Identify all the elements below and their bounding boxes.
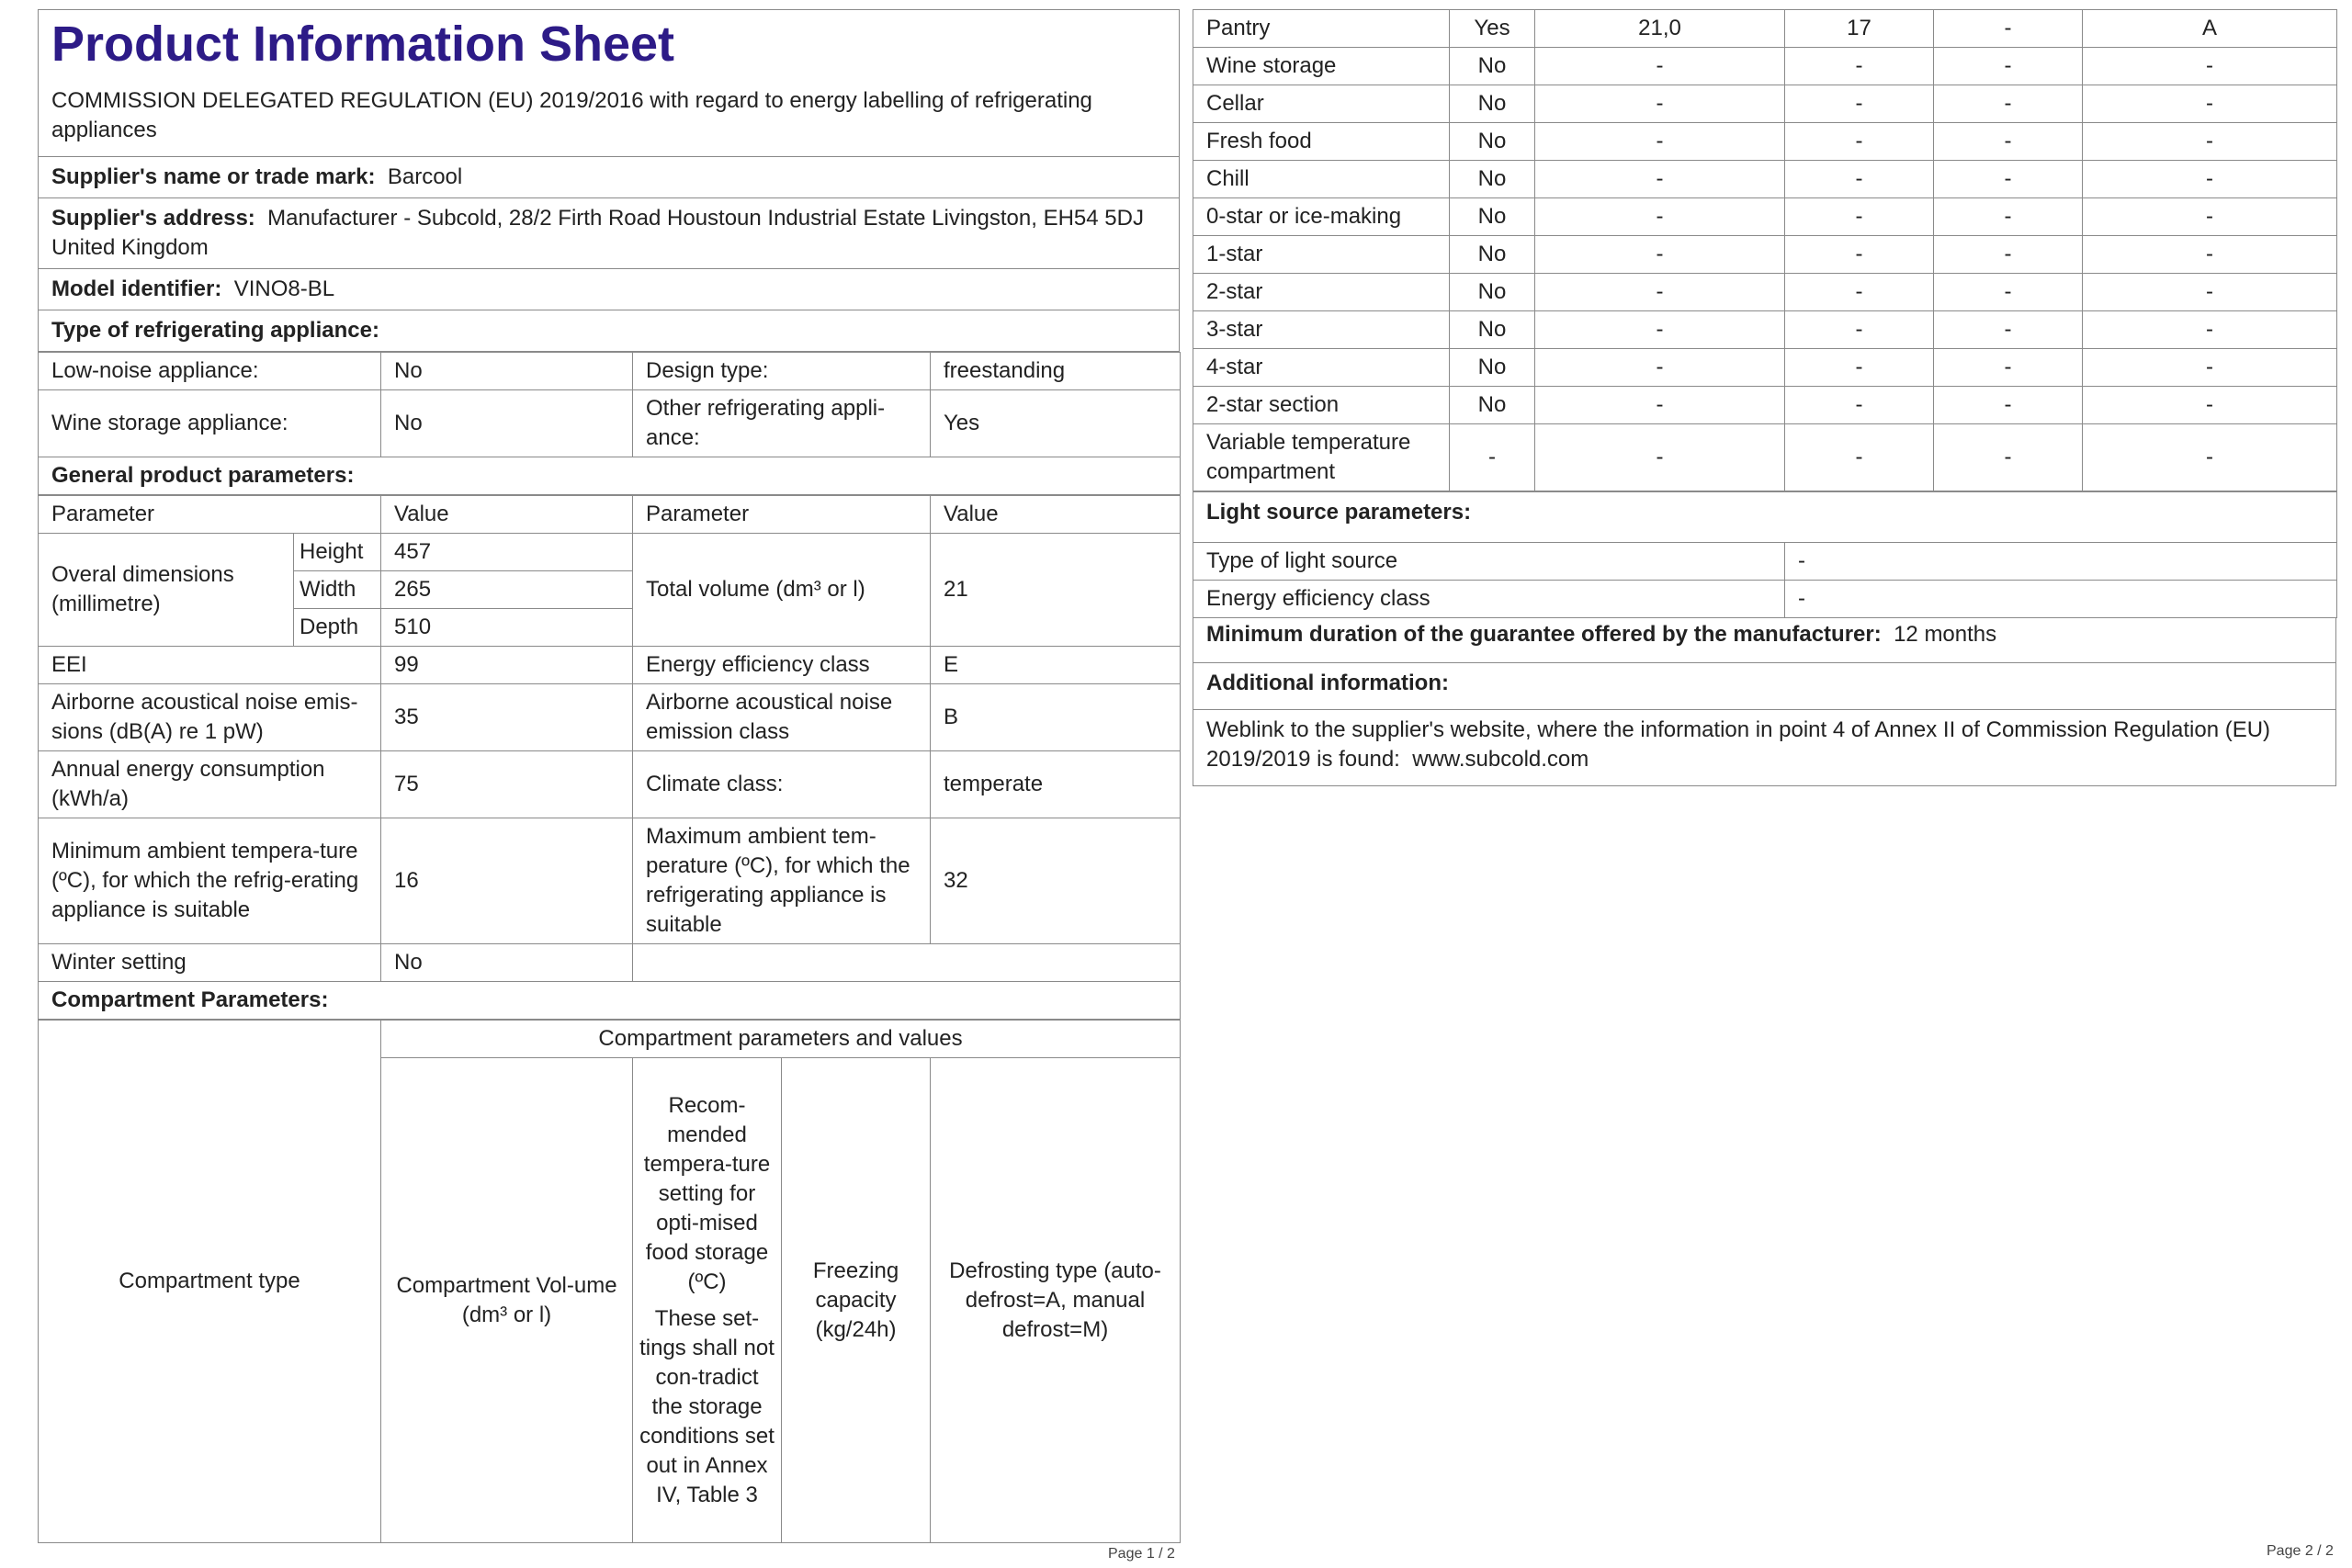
info-box <box>1193 618 2336 786</box>
empty-cell <box>633 944 1181 982</box>
compartment-volume-cell: - <box>1535 311 1785 349</box>
col-compartment-type: Compartment type <box>39 1021 381 1543</box>
supplier-address-value: Manufacturer - Subcold, 28/2 Firth Road Houstoun Industrial Estate Livingston, EH54 5DJ United Kingdom <box>51 206 1144 261</box>
light-source-heading: Light source parameters: <box>1193 492 2337 543</box>
col-parameter-2: Parameter <box>633 496 931 534</box>
light-source-table <box>1193 491 2337 618</box>
compartment-defrost-cell: - <box>2083 387 2337 424</box>
compartment-temp-cell: - <box>1785 85 1934 123</box>
table-row <box>1193 85 2337 123</box>
table-row <box>39 982 1181 1020</box>
additional-info-heading: Additional information: <box>1193 663 2335 710</box>
compartment-temp-cell: - <box>1785 198 1934 236</box>
table-row <box>39 353 1181 390</box>
noise-emissions-value: 35 <box>381 684 633 751</box>
weblink-description: Weblink to the supplier's website, where the information in point 4 of Annex II of Commission Regulation (EU) 2019/2019 is found: <box>1206 717 2271 772</box>
compartment-freezing-cell: - <box>1934 85 2083 123</box>
table-row <box>1193 581 2337 618</box>
col-defrosting-type: Defrosting type (auto-defrost=A, manual defrost=M) <box>931 1058 1181 1543</box>
compartment-volume-cell: - <box>1535 387 1785 424</box>
compartment-freezing-cell: - <box>1934 387 2083 424</box>
guarantee-row <box>1193 618 2335 663</box>
compartment-present-cell: No <box>1450 236 1535 274</box>
compartment-freezing-cell: - <box>1934 161 2083 198</box>
width-label: Width <box>294 571 381 609</box>
col-freezing-capacity: Freezing capacity (kg/24h) <box>782 1058 931 1543</box>
compartment-defrost-cell: - <box>2083 123 2337 161</box>
other-refrigerating-value: Yes <box>931 390 1181 457</box>
compartment-temp-cell: - <box>1785 236 1934 274</box>
supplier-address-label: Supplier's address: <box>51 206 255 231</box>
col-recommended-temp-a: Recom-mended tempera-ture setting for opti-mised food storage (ºC) <box>643 1092 771 1294</box>
compartment-temp-cell: - <box>1785 424 1934 491</box>
compartment-volume-cell: - <box>1535 85 1785 123</box>
table-row <box>39 647 1181 684</box>
table-row <box>1193 424 2337 491</box>
compartment-defrost-cell: - <box>2083 85 2337 123</box>
table-row <box>39 751 1181 818</box>
depth-value: 510 <box>381 609 633 647</box>
col-value-2: Value <box>931 496 1181 534</box>
table-row <box>1193 311 2337 349</box>
noise-class-value: B <box>931 684 1181 751</box>
climate-class-value: temperate <box>931 751 1181 818</box>
noise-emissions-label: Airborne acoustical noise emis-sions (dB(A) re 1 pW) <box>39 684 381 751</box>
compartment-defrost-cell: - <box>2083 349 2337 387</box>
compartment-volume-cell: - <box>1535 198 1785 236</box>
compartment-defrost-cell: A <box>2083 10 2337 48</box>
compartment-freezing-cell: - <box>1934 48 2083 85</box>
page-title: Product Information Sheet <box>51 17 675 72</box>
compartment-volume-cell: - <box>1535 424 1785 491</box>
guarantee-value: 12 months <box>1894 622 1997 647</box>
compartment-present-cell: No <box>1450 311 1535 349</box>
page-1 <box>38 9 1180 1543</box>
compartment-type-cell: Fresh food <box>1193 123 1450 161</box>
table-row <box>1193 349 2337 387</box>
compartment-temp-cell: - <box>1785 48 1934 85</box>
compartment-values-table <box>1193 9 2337 491</box>
supplier-name-row <box>39 157 1179 198</box>
general-params-heading: General product parameters: <box>39 457 1181 495</box>
compartment-type-cell: 3-star <box>1193 311 1450 349</box>
general-params-table <box>38 495 1181 1020</box>
compartment-type-cell: 2-star section <box>1193 387 1450 424</box>
compartment-freezing-cell: - <box>1934 198 2083 236</box>
compartment-present-cell: No <box>1450 123 1535 161</box>
table-row <box>39 944 1181 982</box>
table-row <box>1193 236 2337 274</box>
col-recommended-temp <box>633 1058 782 1543</box>
compartment-temp-cell: - <box>1785 123 1934 161</box>
compartment-freezing-cell: - <box>1934 349 2083 387</box>
weblink[interactable]: www.subcold.com <box>1412 747 1589 772</box>
appliance-type-heading: Type of refrigerating appliance: <box>51 318 379 344</box>
appliance-type-table <box>38 352 1181 495</box>
energy-class-value: E <box>931 647 1181 684</box>
compartment-present-cell: No <box>1450 387 1535 424</box>
compartment-volume-cell: - <box>1535 123 1785 161</box>
noise-class-label: Airborne acoustical noise emission class <box>633 684 931 751</box>
compartment-defrost-cell: - <box>2083 274 2337 311</box>
light-type-value: - <box>1785 543 2337 581</box>
table-row <box>1193 274 2337 311</box>
compartment-type-cell: Pantry <box>1193 10 1450 48</box>
light-class-label: Energy efficiency class <box>1193 581 1785 618</box>
table-row <box>1193 492 2337 543</box>
compartment-present-cell: No <box>1450 198 1535 236</box>
compartment-type-cell: 2-star <box>1193 274 1450 311</box>
height-label: Height <box>294 534 381 571</box>
max-temp-value: 32 <box>931 818 1181 944</box>
compartment-temp-cell: - <box>1785 274 1934 311</box>
header-box <box>38 9 1180 352</box>
compartment-freezing-cell: - <box>1934 10 2083 48</box>
energy-class-label: Energy efficiency class <box>633 647 931 684</box>
compartment-type-cell: Cellar <box>1193 85 1450 123</box>
wine-storage-value: No <box>381 390 633 457</box>
compartment-defrost-cell: - <box>2083 311 2337 349</box>
compartment-volume-cell: - <box>1535 161 1785 198</box>
low-noise-label: Low-noise appliance: <box>39 353 381 390</box>
table-row <box>1193 387 2337 424</box>
compartment-type-cell: Wine storage <box>1193 48 1450 85</box>
table-row <box>39 534 1181 571</box>
compartment-volume-cell: - <box>1535 349 1785 387</box>
table-row <box>39 684 1181 751</box>
min-temp-label: Minimum ambient tempera-ture (ºC), for which the refrig-erating appliance is suitable <box>39 818 381 944</box>
compartment-defrost-cell: - <box>2083 161 2337 198</box>
compartment-present-cell: No <box>1450 161 1535 198</box>
width-value: 265 <box>381 571 633 609</box>
total-volume-label: Total volume (dm³ or l) <box>633 534 931 647</box>
compartment-temp-cell: - <box>1785 311 1934 349</box>
table-row <box>39 390 1181 457</box>
additional-info-text <box>1193 710 2335 785</box>
compartment-present-cell: No <box>1450 274 1535 311</box>
compartment-temp-cell: - <box>1785 161 1934 198</box>
compartment-freezing-cell: - <box>1934 236 2083 274</box>
compartment-defrost-cell: - <box>2083 424 2337 491</box>
compartment-present-cell: - <box>1450 424 1535 491</box>
light-type-label: Type of light source <box>1193 543 1785 581</box>
model-identifier-value: VINO8-BL <box>233 276 335 302</box>
climate-class-label: Climate class: <box>633 751 931 818</box>
compartment-freezing-cell: - <box>1934 274 2083 311</box>
compartment-freezing-cell: - <box>1934 311 2083 349</box>
table-row <box>39 457 1181 495</box>
compartment-type-cell: Chill <box>1193 161 1450 198</box>
light-class-value: - <box>1785 581 2337 618</box>
compartment-defrost-cell: - <box>2083 48 2337 85</box>
design-type-label: Design type: <box>633 353 931 390</box>
annual-energy-label: Annual energy consumption (kWh/a) <box>39 751 381 818</box>
winter-setting-label: Winter setting <box>39 944 381 982</box>
page-number-2: Page 2 / 2 <box>2267 1543 2334 1559</box>
table-row <box>1193 123 2337 161</box>
compartment-present-cell: No <box>1450 48 1535 85</box>
table-row <box>1193 198 2337 236</box>
table-row <box>39 496 1181 534</box>
compartment-type-cell: 1-star <box>1193 236 1450 274</box>
compartment-present-cell: No <box>1450 349 1535 387</box>
compartment-volume-cell: - <box>1535 48 1785 85</box>
compartment-header-table <box>38 1020 1181 1543</box>
design-type-value: freestanding <box>931 353 1181 390</box>
page-2 <box>1193 9 2336 786</box>
compartment-temp-cell: 17 <box>1785 10 1934 48</box>
compartment-temp-cell: - <box>1785 349 1934 387</box>
page-number-1: Page 1 / 2 <box>1108 1546 1175 1562</box>
depth-label: Depth <box>294 609 381 647</box>
table-row <box>1193 543 2337 581</box>
compartment-type-cell: 4-star <box>1193 349 1450 387</box>
compartment-type-cell: Variable temperature compartment <box>1193 424 1450 491</box>
compartment-volume-cell: - <box>1535 274 1785 311</box>
low-noise-value: No <box>381 353 633 390</box>
compartment-freezing-cell: - <box>1934 123 2083 161</box>
guarantee-label: Minimum duration of the guarantee offered by the manufacturer: <box>1206 622 1882 647</box>
compartment-defrost-cell: - <box>2083 236 2337 274</box>
min-temp-value: 16 <box>381 818 633 944</box>
compartment-volume-cell: - <box>1535 236 1785 274</box>
total-volume-value: 21 <box>931 534 1181 647</box>
compartment-defrost-cell: - <box>2083 198 2337 236</box>
table-row <box>1193 161 2337 198</box>
col-parameter: Parameter <box>39 496 381 534</box>
col-recommended-temp-b: These set-tings shall not con-tradict the storage conditions set out in Annex IV, Table 3 <box>639 1305 775 1507</box>
compartment-params-heading: Compartment Parameters: <box>39 982 1181 1020</box>
table-row <box>39 1021 1181 1058</box>
supplier-name-value: Barcool <box>387 164 463 190</box>
compartment-temp-cell: - <box>1785 387 1934 424</box>
wine-storage-label: Wine storage appliance: <box>39 390 381 457</box>
other-refrigerating-label: Other refrigerating appli-ance: <box>633 390 931 457</box>
height-value: 457 <box>381 534 633 571</box>
compartment-rows <box>1193 10 2337 491</box>
winter-setting-value: No <box>381 944 633 982</box>
compartment-present-cell: Yes <box>1450 10 1535 48</box>
col-value: Value <box>381 496 633 534</box>
annual-energy-value: 75 <box>381 751 633 818</box>
table-row <box>1193 48 2337 85</box>
regulation-text: COMMISSION DELEGATED REGULATION (EU) 2019/2016 with regard to energy labelling of refrigerating appliances <box>39 77 1179 157</box>
model-identifier-label: Model identifier: <box>51 276 222 302</box>
compartment-volume-cell: 21,0 <box>1535 10 1785 48</box>
col-compartment-volume: Compartment Vol-ume (dm³ or l) <box>381 1058 633 1543</box>
supplier-address-row <box>39 198 1179 269</box>
eei-value: 99 <box>381 647 633 684</box>
dimensions-label: Overal dimensions (millimetre) <box>39 534 294 647</box>
max-temp-label: Maximum ambient tem-perature (ºC), for which the refrigerating appliance is suitable <box>633 818 931 944</box>
compartment-type-cell: 0-star or ice-making <box>1193 198 1450 236</box>
table-row <box>39 818 1181 944</box>
compartment-freezing-cell: - <box>1934 424 2083 491</box>
compartment-group-header: Compartment parameters and values <box>381 1021 1181 1058</box>
model-identifier-row <box>39 269 1179 310</box>
compartment-present-cell: No <box>1450 85 1535 123</box>
supplier-name-label: Supplier's name or trade mark: <box>51 164 376 190</box>
table-row <box>1193 10 2337 48</box>
eei-label: EEI <box>39 647 381 684</box>
